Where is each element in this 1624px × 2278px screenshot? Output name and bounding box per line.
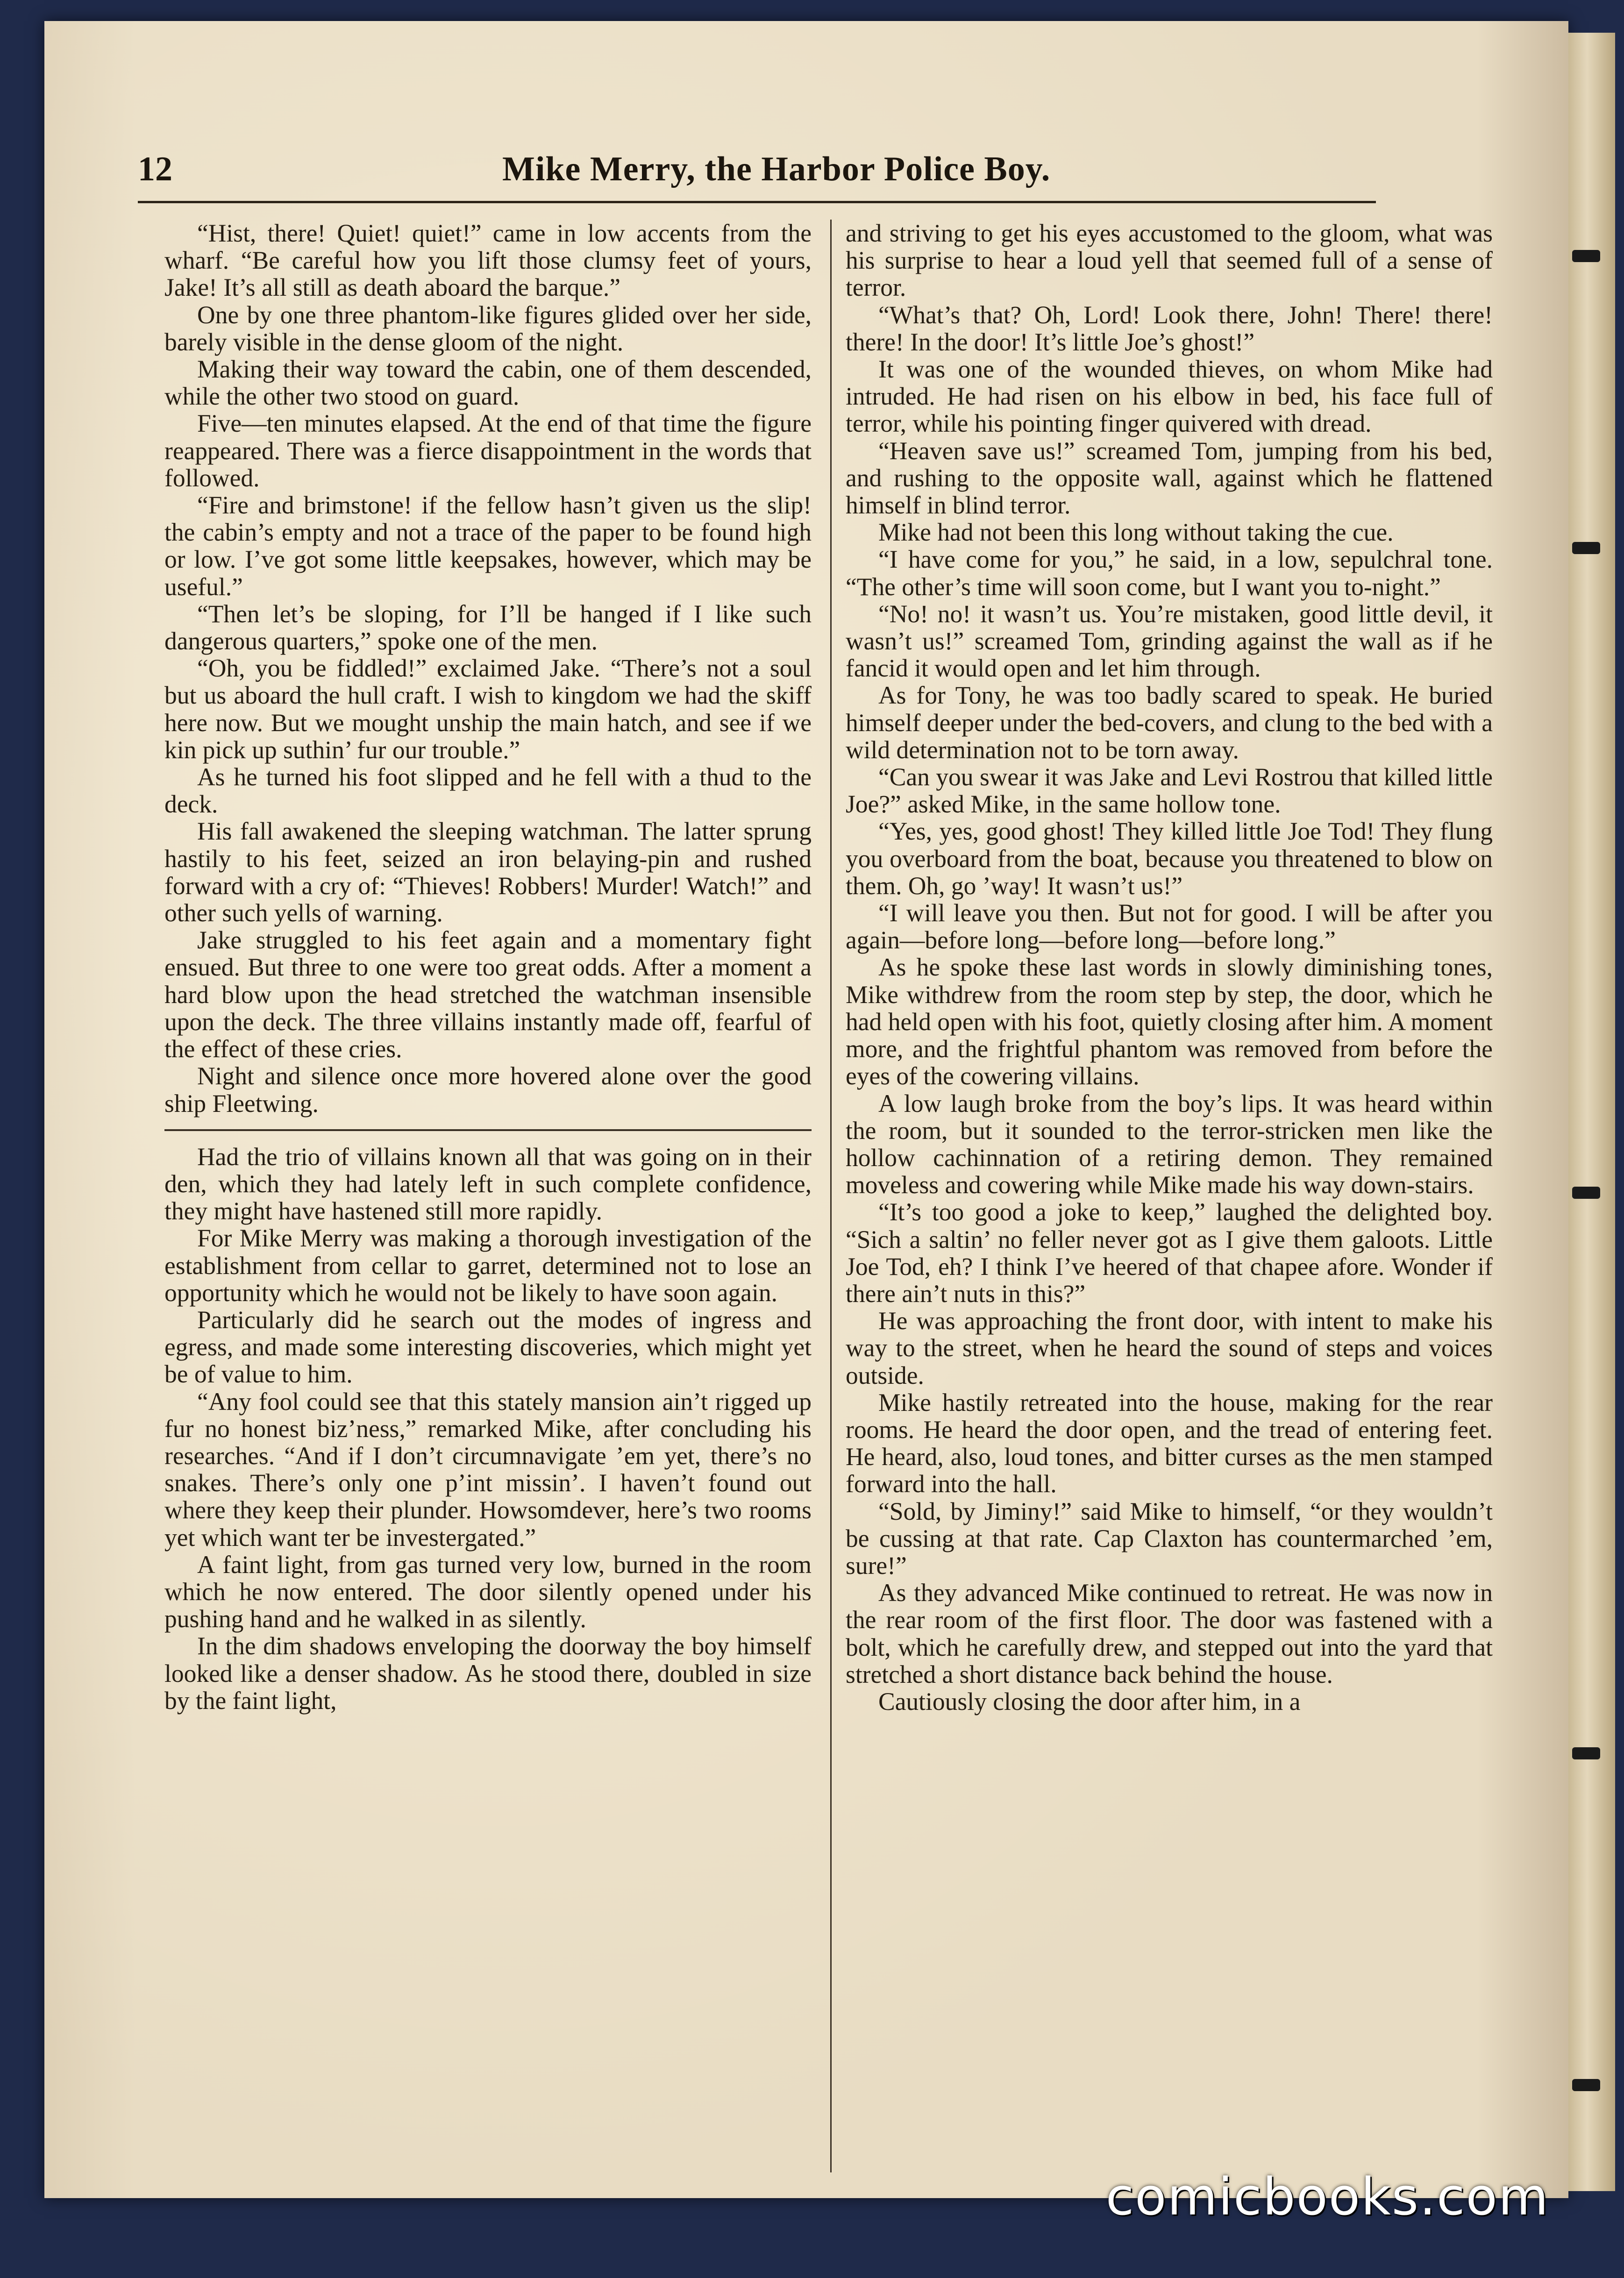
paragraph: “Any fool could see that this stately mansion ain’t rigged up fur no honest biz’ness,” remarked Mike, after concluding his researches. “And if I don’t circumnavigate ’em yet, there’s no snakes. There’s only one p’int missin’. I haven’t found out where they keep their plunder. Howsomdever, here’s two rooms yet which want ter be investergated.” xyxy=(164,1387,812,1552)
paragraph: “What’s that? Oh, Lord! Look there, John! There! there! there! In the door! It’s little Joe’s ghost!” xyxy=(846,300,1493,356)
right-text-column xyxy=(846,220,1493,1715)
paragraph: “I have come for you,” he said, in a low, sepulchral tone. “The other’s time will soon come, but I want you to-night.” xyxy=(846,545,1493,601)
paragraph: Mike hastily retreated into the house, making for the rear rooms. He heard the door open, and the tread of entering feet. He heard, also, loud tones, and bitter curses as the men stamped forward into the hall. xyxy=(846,1388,1493,1498)
paragraph: One by one three phantom-like figures glided over her side, barely visible in the dense gloom of the night. xyxy=(164,300,812,356)
watermark: comicbooks.com xyxy=(1105,2167,1549,2227)
column-divider xyxy=(830,220,832,2172)
paragraph: Jake struggled to his feet again and a momentary fight ensued. But three to one were too great odds. After a moment a hard blow upon the head stretched the watchman insensible upon the deck. The three villains instantly made off, fearful of the effect of these cries. xyxy=(164,926,812,1063)
paragraph: His fall awakened the sleeping watchman. The latter sprung hastily to his feet, seized an iron belaying-pin and rushed forward with a cry of: “Thieves! Robbers! Murder! Watch!” and other such yells of warning. xyxy=(164,817,812,927)
paragraph: As he spoke these last words in slowly diminishing tones, Mike withdrew from the room step by step, the door, which he had held open with his foot, quietly closing after him. A moment more, and the frightful phantom was removed from before the eyes of the cowering villains. xyxy=(846,953,1493,1090)
paragraph: In the dim shadows enveloping the doorway the boy himself looked like a denser shadow. As he stood there, doubled in size by the faint light, xyxy=(164,1632,812,1715)
binding-stitch xyxy=(1572,2079,1600,2091)
paragraph: As he turned his foot slipped and he fell with a thud to the deck. xyxy=(164,763,812,819)
paragraph: Had the trio of villains known all that was going on in their den, which they had lately left in such complete confidence, they might have hastened still more rapidly. xyxy=(164,1142,812,1225)
binding-stitch xyxy=(1572,1187,1600,1199)
left-text-column xyxy=(164,220,812,1714)
paragraph: He was approaching the front door, with intent to make his way to the street, when he heard the sound of steps and voices outside. xyxy=(846,1307,1493,1389)
paragraph: Mike had not been this long without taking the cue. xyxy=(878,518,1394,547)
page-edge xyxy=(1568,33,1615,2191)
paragraph: Particularly did he search out the modes of ingress and egress, and made some interesting discoveries, which might yet be of value to him. xyxy=(164,1305,812,1388)
section-divider xyxy=(164,1129,812,1131)
paragraph: “Fire and brimstone! if the fellow hasn’t given us the slip! the cabin’s empty and not a trace of the paper to be found high or low. I’ve got some little keepsakes, however, which may be useful.” xyxy=(164,491,812,601)
paragraph: As for Tony, he was too badly scared to speak. He buried himself deeper under the bed-covers, and clung to the bed with a wild determination not to be torn away. xyxy=(846,681,1493,764)
paragraph: “Yes, yes, good ghost! They killed little Joe Tod! They flung you overboard from the boat, because you threatened to blow on them. Oh, go ’way! It wasn’t us!” xyxy=(846,817,1493,900)
paragraph: “Then let’s be sloping, for I’ll be hanged if I like such dangerous quarters,” spoke one of the men. xyxy=(164,599,812,655)
paragraph: A faint light, from gas turned very low, burned in the room which he now entered. The door silently opened under his pushing hand and he walked in as silently. xyxy=(164,1550,812,1633)
paragraph: “Heaven save us!” screamed Tom, jumping from his bed, and rushing to the opposite wall, against which he flattened himself in blind terror. xyxy=(846,436,1493,520)
paragraph: Making their way toward the cabin, one of them descended, while the other two stood on guard. xyxy=(164,355,812,411)
binding-stitch xyxy=(1572,1747,1600,1759)
running-title: Mike Merry, the Harbor Police Boy. xyxy=(502,150,1051,188)
paragraph: and striving to get his eyes accustomed to the gloom, what was his surprise to hear a loud yell that seemed full of a sense of terror. xyxy=(846,219,1493,302)
binding-stitch xyxy=(1572,250,1600,262)
page-number: 12 xyxy=(138,150,172,188)
paragraph: “Hist, there! Quiet! quiet!” came in low accents from the wharf. “Be careful how you lift those clumsy feet of yours, Jake! It’s all still as death aboard the barque.” xyxy=(164,219,812,302)
paragraph: A low laugh broke from the boy’s lips. It was heard within the room, but it sounded to the terror-stricken men like the hollow cachinnation of a retiring demon. They remained moveless and cowering while Mike made his way down-stairs. xyxy=(846,1089,1493,1199)
paragraph: “Sold, by Jiminy!” said Mike to himself, “or they wouldn’t be cussing at that rate. Cap Claxton has countermarched ’em, sure!” xyxy=(846,1497,1493,1580)
paragraph: Night and silence once more hovered alone over the good ship Fleetwing. xyxy=(164,1062,812,1118)
paragraph: “Oh, you be fiddled!” exclaimed Jake. “There’s not a soul but us aboard the hull craft. I wish to kingdom we had the skiff here now. But we mought unship the main hatch, and see if we kin pick up suthin’ fur our trouble.” xyxy=(164,654,812,764)
paragraph: “It’s too good a joke to keep,” laughed the delighted boy. “Sich a saltin’ no feller never got as I give them galoots. Little Joe Tod, eh? I think I’ve heered of that chapee afore. Wonder if there ain’t nuts in this?” xyxy=(846,1198,1493,1308)
paragraph: It was one of the wounded thieves, on whom Mike had intruded. He had risen on his elbow in bed, his face full of terror, while his pointing finger quivered with dread. xyxy=(846,355,1493,438)
paragraph: Cautiously closing the door after him, in a xyxy=(878,1687,1301,1716)
paragraph: As they advanced Mike continued to retreat. He was now in the rear room of the first floor. The door was fastened with a bolt, which he carefully drew, and stepped out into the yard that stretched a short distance back behind the house. xyxy=(846,1579,1493,1688)
paragraph: “I will leave you then. But not for good. I will be after you again—before long—before long—before long.” xyxy=(846,899,1493,954)
paragraph: For Mike Merry was making a thorough investigation of the establishment from cellar to garret, determined not to lose an opportunity which he would not be likely to have soon again. xyxy=(164,1224,812,1307)
paragraph: “No! no! it wasn’t us. You’re mistaken, good little devil, it wasn’t us!” screamed Tom, grinding against the wall as if he fancid it would open and let him through. xyxy=(846,599,1493,683)
paragraph: “Can you swear it was Jake and Levi Rostrou that killed little Joe?” asked Mike, in the same hollow tone. xyxy=(846,763,1493,819)
page-header xyxy=(138,149,1376,203)
binding-stitch xyxy=(1572,542,1600,554)
paragraph: Five—ten minutes elapsed. At the end of that time the figure reappeared. There was a fierce disappointment in the words that followed. xyxy=(164,409,812,492)
